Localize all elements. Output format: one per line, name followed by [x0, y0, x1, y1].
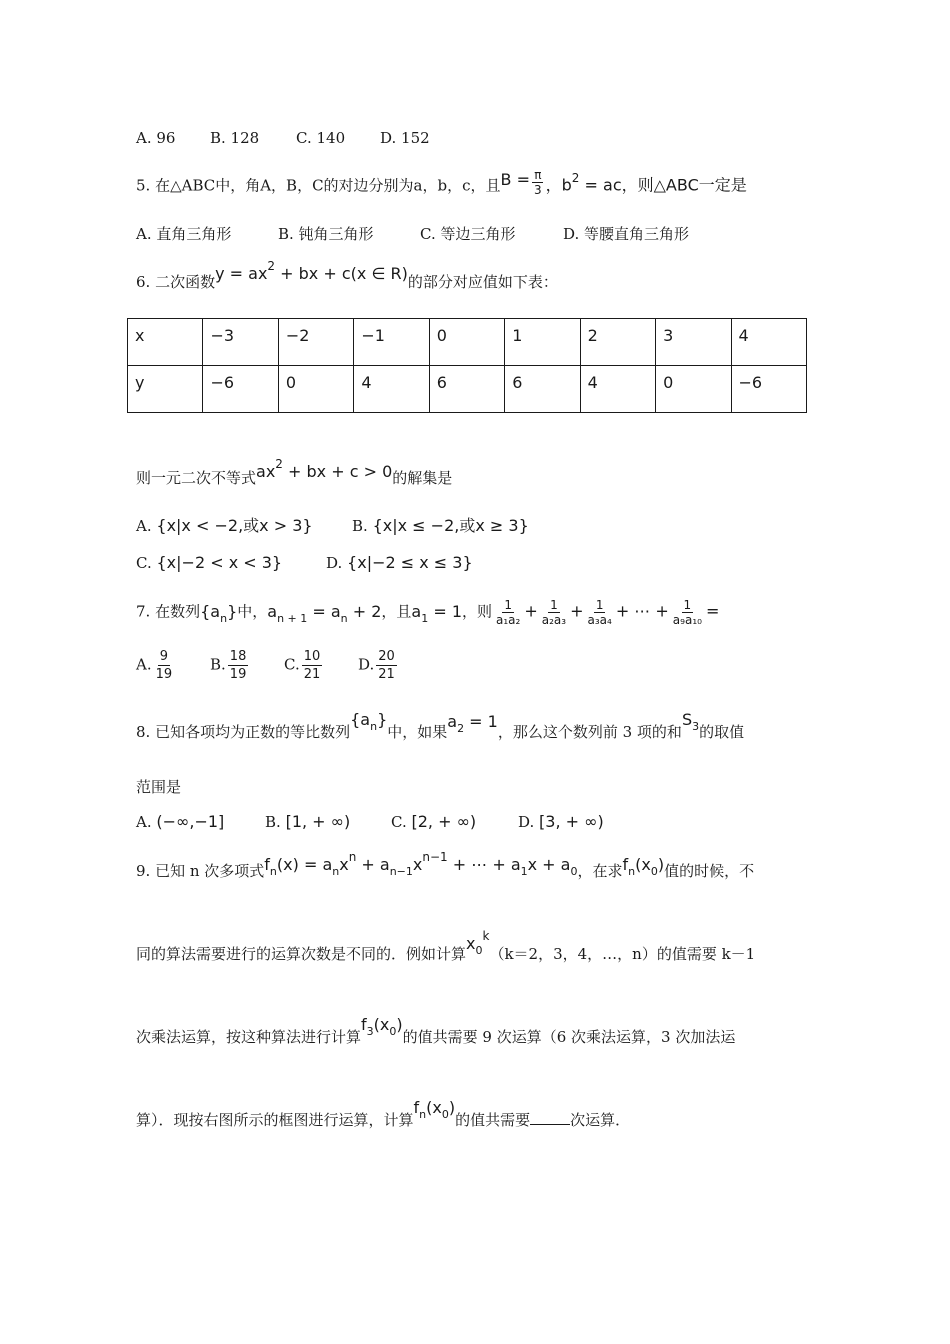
q5-frac-den: 3 [533, 183, 542, 197]
q6-ineq-suffix: 的解集是 [392, 469, 453, 487]
q7-option-b-label: B. [210, 655, 226, 674]
q8-option-d-label: D. [518, 813, 535, 831]
q7-option-d-num: 20 [378, 649, 395, 664]
q9-suffix: 值的时候，不 [664, 862, 755, 880]
q7-frac-2-num: 1 [550, 598, 558, 612]
q6-ineq-b: + bx + c > 0 [282, 462, 393, 481]
q9-line4-a: 算）．现按右图所示的框图进行运算，计算 [136, 1111, 414, 1129]
q7-option-d-den: 21 [378, 667, 395, 682]
q9-line-3 [136, 1015, 736, 1049]
q7-frac-3-num: 1 [595, 598, 604, 612]
q9-poly-xn: n [348, 850, 357, 864]
q4-option-d: D. 152 [380, 129, 430, 147]
table-row-x [128, 319, 807, 366]
q6-option-d-label: D. [326, 554, 343, 572]
q9-f3x0 [361, 1015, 403, 1038]
q9-poly-rest: (x) = a [276, 855, 333, 874]
q6-inequality [136, 457, 453, 489]
q6-option-a-text: {x|x < −2,或x > 3} [156, 516, 313, 535]
q8-option-c-label: C. [391, 813, 407, 831]
q7-rec-c: + 2 [347, 601, 382, 621]
q7-option-d [358, 648, 399, 683]
q9-fn-close: ) [448, 1098, 456, 1117]
q5-frac-num: π [534, 168, 542, 182]
q8-option-c-text: [2, + ∞) [411, 812, 477, 831]
table-cell: −3 [203, 319, 278, 366]
q5-option-a: A. 直角三角形 [136, 225, 232, 243]
q6-option-b [352, 516, 529, 536]
q7-option-b [210, 648, 250, 683]
q9-polynomial [264, 850, 578, 878]
q7-mid3: ，则 [462, 602, 493, 621]
q6-option-d-text: {x|−2 ≤ x ≤ 3} [347, 553, 473, 572]
q7-option-d-frac [376, 648, 397, 683]
q6-ineq-sq: 2 [275, 457, 283, 471]
q6-func-b: + bx + c(x ∈ R) [275, 264, 408, 283]
q6-func-sq: 2 [267, 259, 276, 273]
q5-eq: = ac，则△ABC一定是 [579, 175, 747, 195]
q7-option-a-den: 19 [155, 667, 173, 682]
question-7 [136, 598, 719, 627]
table-cell: −1 [354, 319, 429, 366]
q6-option-c-label: C. [136, 554, 152, 572]
q6-suffix: 的部分对应值如下表： [407, 273, 558, 291]
q9-fn-sub: n [419, 1108, 427, 1121]
q5-sq: 2 [571, 170, 580, 185]
q7-option-b-frac [228, 648, 249, 683]
q9-f3: f [361, 1015, 367, 1034]
table-cell: 4 [731, 319, 807, 366]
q6-option-d [326, 553, 473, 573]
table-cell: 0 [278, 366, 353, 413]
q8-s: S [681, 710, 693, 729]
q9-line2-b: （k＝2，3，4，…，n）的值需要 k－1 [489, 945, 756, 963]
q9-line-2 [136, 929, 756, 966]
table-cell: −2 [278, 319, 353, 366]
q7-rec-b: = a [307, 601, 341, 621]
q8-prefix: 8. 已知各项均为正数的等比数列 [136, 723, 351, 741]
q7-recurrence [267, 601, 382, 625]
question-8 [136, 710, 745, 744]
q7-option-b-num: 18 [229, 649, 247, 664]
q8-option-b-label: B. [265, 813, 281, 831]
q5-option-c: C. 等边三角形 [420, 225, 516, 243]
answer-blank[interactable] [530, 1110, 570, 1125]
q7-rec-sub: n + 1 [277, 611, 308, 625]
q9-line4-c: 次运算． [570, 1111, 631, 1129]
q7-option-c-num: 10 [303, 649, 321, 664]
q7-init-b: = 1 [428, 601, 462, 621]
q9-f3-rest: (x [373, 1015, 390, 1034]
q9-line3-b: 的值共需要 9 次运算（6 次乘法运算，3 次加法运 [402, 1028, 736, 1046]
q4-option-c: C. 140 [296, 129, 346, 147]
q9-poly-f: f [264, 855, 270, 874]
question-9 [136, 850, 755, 883]
q7-plus-1: + [524, 601, 538, 621]
q9-f3-zero: 0 [389, 1025, 397, 1038]
q6-prefix: 6. 二次函数 [136, 273, 216, 291]
q7-option-a [136, 648, 176, 683]
q7-equals: = [705, 601, 720, 621]
q9-poly-x: x [339, 855, 349, 874]
q7-dots: + ⋯ + [615, 601, 669, 621]
q8-option-a-label: A. [136, 813, 152, 831]
q8-option-d-text: [3, + ∞) [539, 812, 604, 831]
q7-option-a-label: A. [136, 655, 152, 674]
q5-option-d: D. 等腰直角三角形 [563, 225, 690, 243]
table-cell: y [128, 366, 203, 413]
q9-fx0 [622, 855, 665, 878]
q7-frac-1-den: a₁a₂ [496, 613, 521, 627]
q6-option-b-label: B. [352, 517, 368, 535]
q5-mid: ，b [545, 175, 572, 195]
q5-option-b: B. 钝角三角形 [278, 225, 374, 243]
q9-x0k [466, 929, 490, 957]
q7-rec-sub2: n [340, 611, 348, 625]
q7-seq [200, 601, 238, 625]
q4-option-b: B. 128 [210, 129, 260, 147]
q9-line2-a: 同的算法需要进行的运算次数是不同的．例如计算 [136, 945, 467, 963]
q5-prefix: 5. 在△ABC中，角A，B，C的对边分别为a，b，c，且 [136, 176, 501, 195]
q9-f0: f [622, 855, 629, 874]
q6-ineq-a: ax [256, 462, 276, 481]
q8-mid2: ，那么这个数列前 3 项的和 [497, 723, 682, 741]
q7-option-a-frac [154, 648, 175, 683]
q7-frac-1 [494, 598, 522, 627]
q9-x0-zero: 0 [475, 944, 483, 957]
q9-line4-b: 的值共需要 [455, 1111, 531, 1129]
q7-frac-2 [540, 598, 568, 627]
q6-option-a [136, 516, 313, 536]
q5-pi-over-3 [532, 168, 544, 197]
question-6 [136, 259, 558, 293]
q8-option-b [265, 812, 350, 832]
q7-frac-1-num: 1 [504, 598, 512, 612]
table-cell: 0 [429, 319, 504, 366]
q6-ineq-prefix: 则一元二次不等式 [136, 469, 257, 487]
q9-fn-zero: 0 [441, 1108, 449, 1121]
table-cell: 6 [429, 366, 504, 413]
q8-cond-sub: 2 [457, 722, 465, 735]
q8-cond [447, 712, 498, 735]
q6-option-a-label: A. [136, 517, 152, 535]
q9-fn: f [413, 1098, 420, 1117]
table-cell: 4 [580, 366, 655, 413]
q7-mid2: ，且 [381, 602, 412, 621]
q8-s3 [681, 710, 700, 733]
q9-mid: ，在求 [577, 862, 623, 880]
q7-initial [411, 601, 462, 625]
table-cell: 2 [580, 319, 655, 366]
q9-f3-close: ) [396, 1015, 403, 1034]
q9-prefix: 9. 已知 n 次多项式 [136, 862, 265, 880]
q7-init-sub: 1 [421, 611, 429, 625]
q8-suffix: 的取值 [699, 723, 745, 741]
q5-b-eq: B = [500, 169, 530, 189]
q7-frac-3 [585, 598, 613, 627]
q9-poly-an: n [332, 865, 340, 878]
q7-seq-open: {a [200, 601, 221, 621]
q6-ineq [256, 457, 393, 481]
q9-poly-xn1: n−1 [422, 850, 448, 864]
value-table [127, 318, 807, 413]
q9-poly-more: + a [356, 855, 390, 874]
q7-option-c-label: C. [284, 655, 300, 674]
q9-x0-k: k [482, 929, 490, 943]
q8-seq [350, 710, 388, 733]
q9-poly-a0: 0 [570, 865, 578, 878]
q8-option-a [136, 812, 224, 832]
q7-seq-n: n [220, 611, 228, 625]
q8-seq-close: } [377, 710, 388, 729]
table-cell: 0 [656, 366, 731, 413]
q8-line-2: 范围是 [136, 778, 182, 796]
q8-seq-n: n [370, 720, 378, 733]
q8-s-sub: 3 [692, 720, 700, 733]
q7-prefix: 7. 在数列 [136, 602, 201, 621]
q9-poly-x3: x + a [527, 855, 571, 874]
q7-option-c-den: 21 [303, 667, 321, 682]
q6-option-c-text: {x|−2 < x < 3} [156, 553, 283, 572]
q7-option-d-label: D. [358, 655, 375, 674]
table-cell: 4 [354, 366, 429, 413]
q7-option-c-frac [302, 648, 323, 683]
q9-poly-tail: + ⋯ + a [447, 855, 521, 874]
q9-poly-a1: 1 [520, 865, 528, 878]
q7-option-c [284, 648, 324, 683]
q7-option-a-num: 9 [159, 649, 169, 664]
q6-option-b-text: {x|x ≤ −2,或x ≥ 3} [372, 516, 529, 535]
q9-fnx0 [413, 1098, 456, 1121]
table-row-y [128, 366, 807, 413]
q7-mid1: 中， [237, 602, 268, 621]
question-5 [136, 168, 747, 201]
q8-cond-b: = 1 [464, 712, 498, 731]
q7-rec-a: a [267, 601, 278, 621]
q8-option-c [391, 812, 476, 832]
q9-x0: x [466, 934, 476, 953]
q9-f0-zero: 0 [650, 865, 658, 878]
q7-frac-4-den: a₉a₁₀ [672, 613, 702, 627]
q9-f3-sub: 3 [366, 1025, 374, 1038]
table-cell: x [128, 319, 203, 366]
q9-line3-a: 次乘法运算，按这种算法进行计算 [136, 1028, 362, 1046]
q7-frac-2-den: a₂a₃ [541, 613, 567, 627]
q8-option-d [518, 812, 604, 832]
table-cell: 3 [656, 319, 731, 366]
table-cell: 6 [505, 366, 580, 413]
table-cell: 1 [505, 319, 580, 366]
q7-frac-4-num: 1 [683, 598, 692, 612]
q4-option-a: A. 96 [136, 129, 176, 147]
q6-func-a: y = ax [215, 264, 268, 283]
q7-plus-2: + [570, 601, 584, 621]
q8-cond-a: a [447, 712, 458, 731]
table-cell: −6 [203, 366, 278, 413]
q8-option-b-text: [1, + ∞) [285, 812, 351, 831]
q9-poly-an1: n−1 [389, 865, 413, 878]
q9-fn-rest: (x [426, 1098, 442, 1117]
q9-poly-x2: x [412, 855, 423, 874]
q9-line-4 [136, 1098, 631, 1132]
q7-option-b-den: 19 [229, 667, 247, 682]
q9-poly-n: n [269, 865, 277, 878]
q8-seq-open: {a [350, 710, 371, 729]
q6-func [215, 259, 408, 283]
q6-option-c [136, 553, 282, 573]
q9-f0-rest: (x [635, 855, 651, 874]
q7-frac-4 [671, 598, 704, 627]
q7-init-a: a [411, 601, 422, 621]
q7-seq-close: } [227, 601, 238, 621]
q9-f0-close: ) [657, 855, 665, 874]
q9-f0-n: n [628, 865, 636, 878]
q8-mid1: 中，如果 [387, 723, 448, 741]
table-cell: −6 [731, 366, 807, 413]
q8-option-a-text: (−∞,−1] [156, 812, 225, 831]
q7-frac-3-den: a₃a₄ [587, 613, 612, 627]
